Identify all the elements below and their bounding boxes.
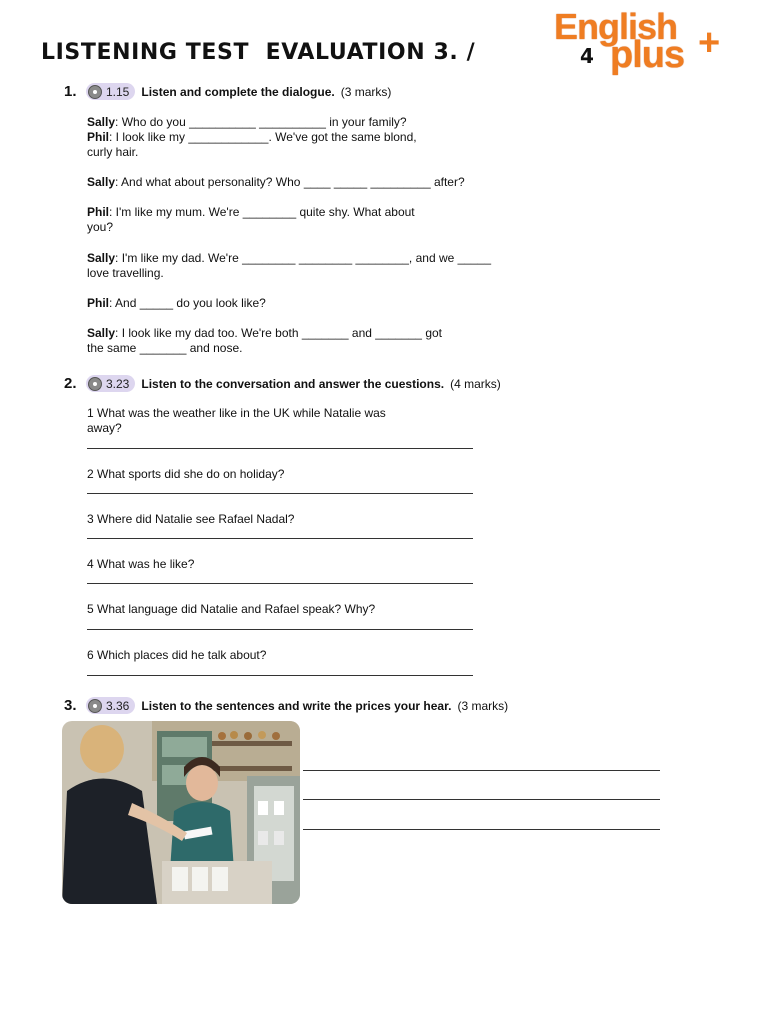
price-answer-line[interactable] [303,770,660,771]
dialogue-line [87,130,417,160]
dialogue-line [87,205,415,235]
question-item [87,467,284,482]
level-number: 4 [580,44,594,68]
section-1-marks: (3 marks) [340,84,392,99]
question-item [87,648,266,663]
section-2-track-number: 3.23 [106,376,130,391]
answer-line[interactable] [87,675,473,676]
section-3-header [64,697,508,714]
shop-photo [62,721,300,904]
dialogue-text: : And what about personality? Who ____ _____ _________ after? [115,175,465,189]
question-text: 5 What language did Natalie and Rafael speak? Why? [87,602,376,616]
speaker-name: Phil [87,296,110,310]
dialogue-line [87,326,442,356]
question-text: 6 Which places did he talk about? [87,648,267,662]
answer-line[interactable] [87,448,473,449]
cd-icon [88,377,102,391]
question-item [87,602,375,617]
answer-line[interactable] [87,583,473,584]
dialogue-text-continued: you? [87,220,114,234]
question-item [87,512,294,527]
section-2-number: 2. [64,375,77,392]
answer-line[interactable] [87,629,473,630]
cd-icon [88,699,102,713]
english-plus-logo [552,6,724,82]
section-2-marks: (4 marks) [450,376,501,391]
dialogue-text: : I'm like my mum. We're ________ quite shy. What about [109,205,415,219]
section-1-header [64,83,391,100]
logo-word-plus: plus [610,34,685,76]
section-3-number: 3. [64,697,77,714]
dialogue-line [87,175,465,190]
dialogue-line [87,251,491,281]
dialogue-text: : Who do you __________ __________ in your family? [115,115,407,129]
question-text: 3 Where did Natalie see Rafael Nadal? [87,512,295,526]
speaker-name: Phil [87,130,110,144]
logo-plus-sign: + [698,22,721,64]
answer-line[interactable] [87,493,473,494]
section-2-instruction: Listen to the conversation and answer the cuestions. [141,376,445,391]
dialogue-text-continued: the same _______ and nose. [87,341,243,355]
question-text: 2 What sports did she do on holiday? [87,467,285,481]
section-3-marks: (3 marks) [457,698,509,713]
dialogue-text: : I look like my ____________. We've got the same blond, [109,130,417,144]
section-1-number: 1. [64,83,77,100]
speaker-name: Sally [87,251,116,265]
section-2-track-badge [86,375,135,392]
dialogue-text-continued: curly hair. [87,145,139,159]
dialogue-line [87,115,407,130]
dialogue-text-continued: love travelling. [87,266,164,280]
section-3-track-number: 3.36 [106,698,130,713]
question-text: 1 What was the weather like in the UK while Natalie was [87,406,386,420]
speaker-name: Sally [87,326,116,340]
price-answer-line[interactable] [303,799,660,800]
question-item [87,557,194,572]
answer-line[interactable] [87,538,473,539]
dialogue-text: : And _____ do you look like? [109,296,266,310]
price-answer-line[interactable] [303,829,660,830]
dialogue-text: : I look like my dad too. We're both _______ and _______ got [115,326,442,340]
speaker-name: Sally [87,175,116,189]
dialogue-text: : I'm like my dad. We're ________ ________ ________, and we _____ [115,251,491,265]
question-text: 4 What was he like? [87,557,195,571]
dialogue-line [87,296,266,311]
logo-word-english: English [554,6,678,47]
section-3-instruction: Listen to the sentences and write the prices your hear. [141,698,452,713]
section-1-instruction: Listen and complete the dialogue. [141,84,335,99]
shop-photo-illustration [62,721,300,904]
question-item [87,406,386,436]
section-3-track-badge [86,697,135,714]
question-text-continued: away? [87,421,122,435]
section-1-track-badge [86,83,135,100]
speaker-name: Phil [87,205,110,219]
section-2-header [64,375,501,392]
cd-icon [88,85,102,99]
speaker-name: Sally [87,115,116,129]
page-title: LISTENING TEST EVALUATION 3. / [41,40,476,65]
section-1-track-number: 1.15 [106,84,130,99]
